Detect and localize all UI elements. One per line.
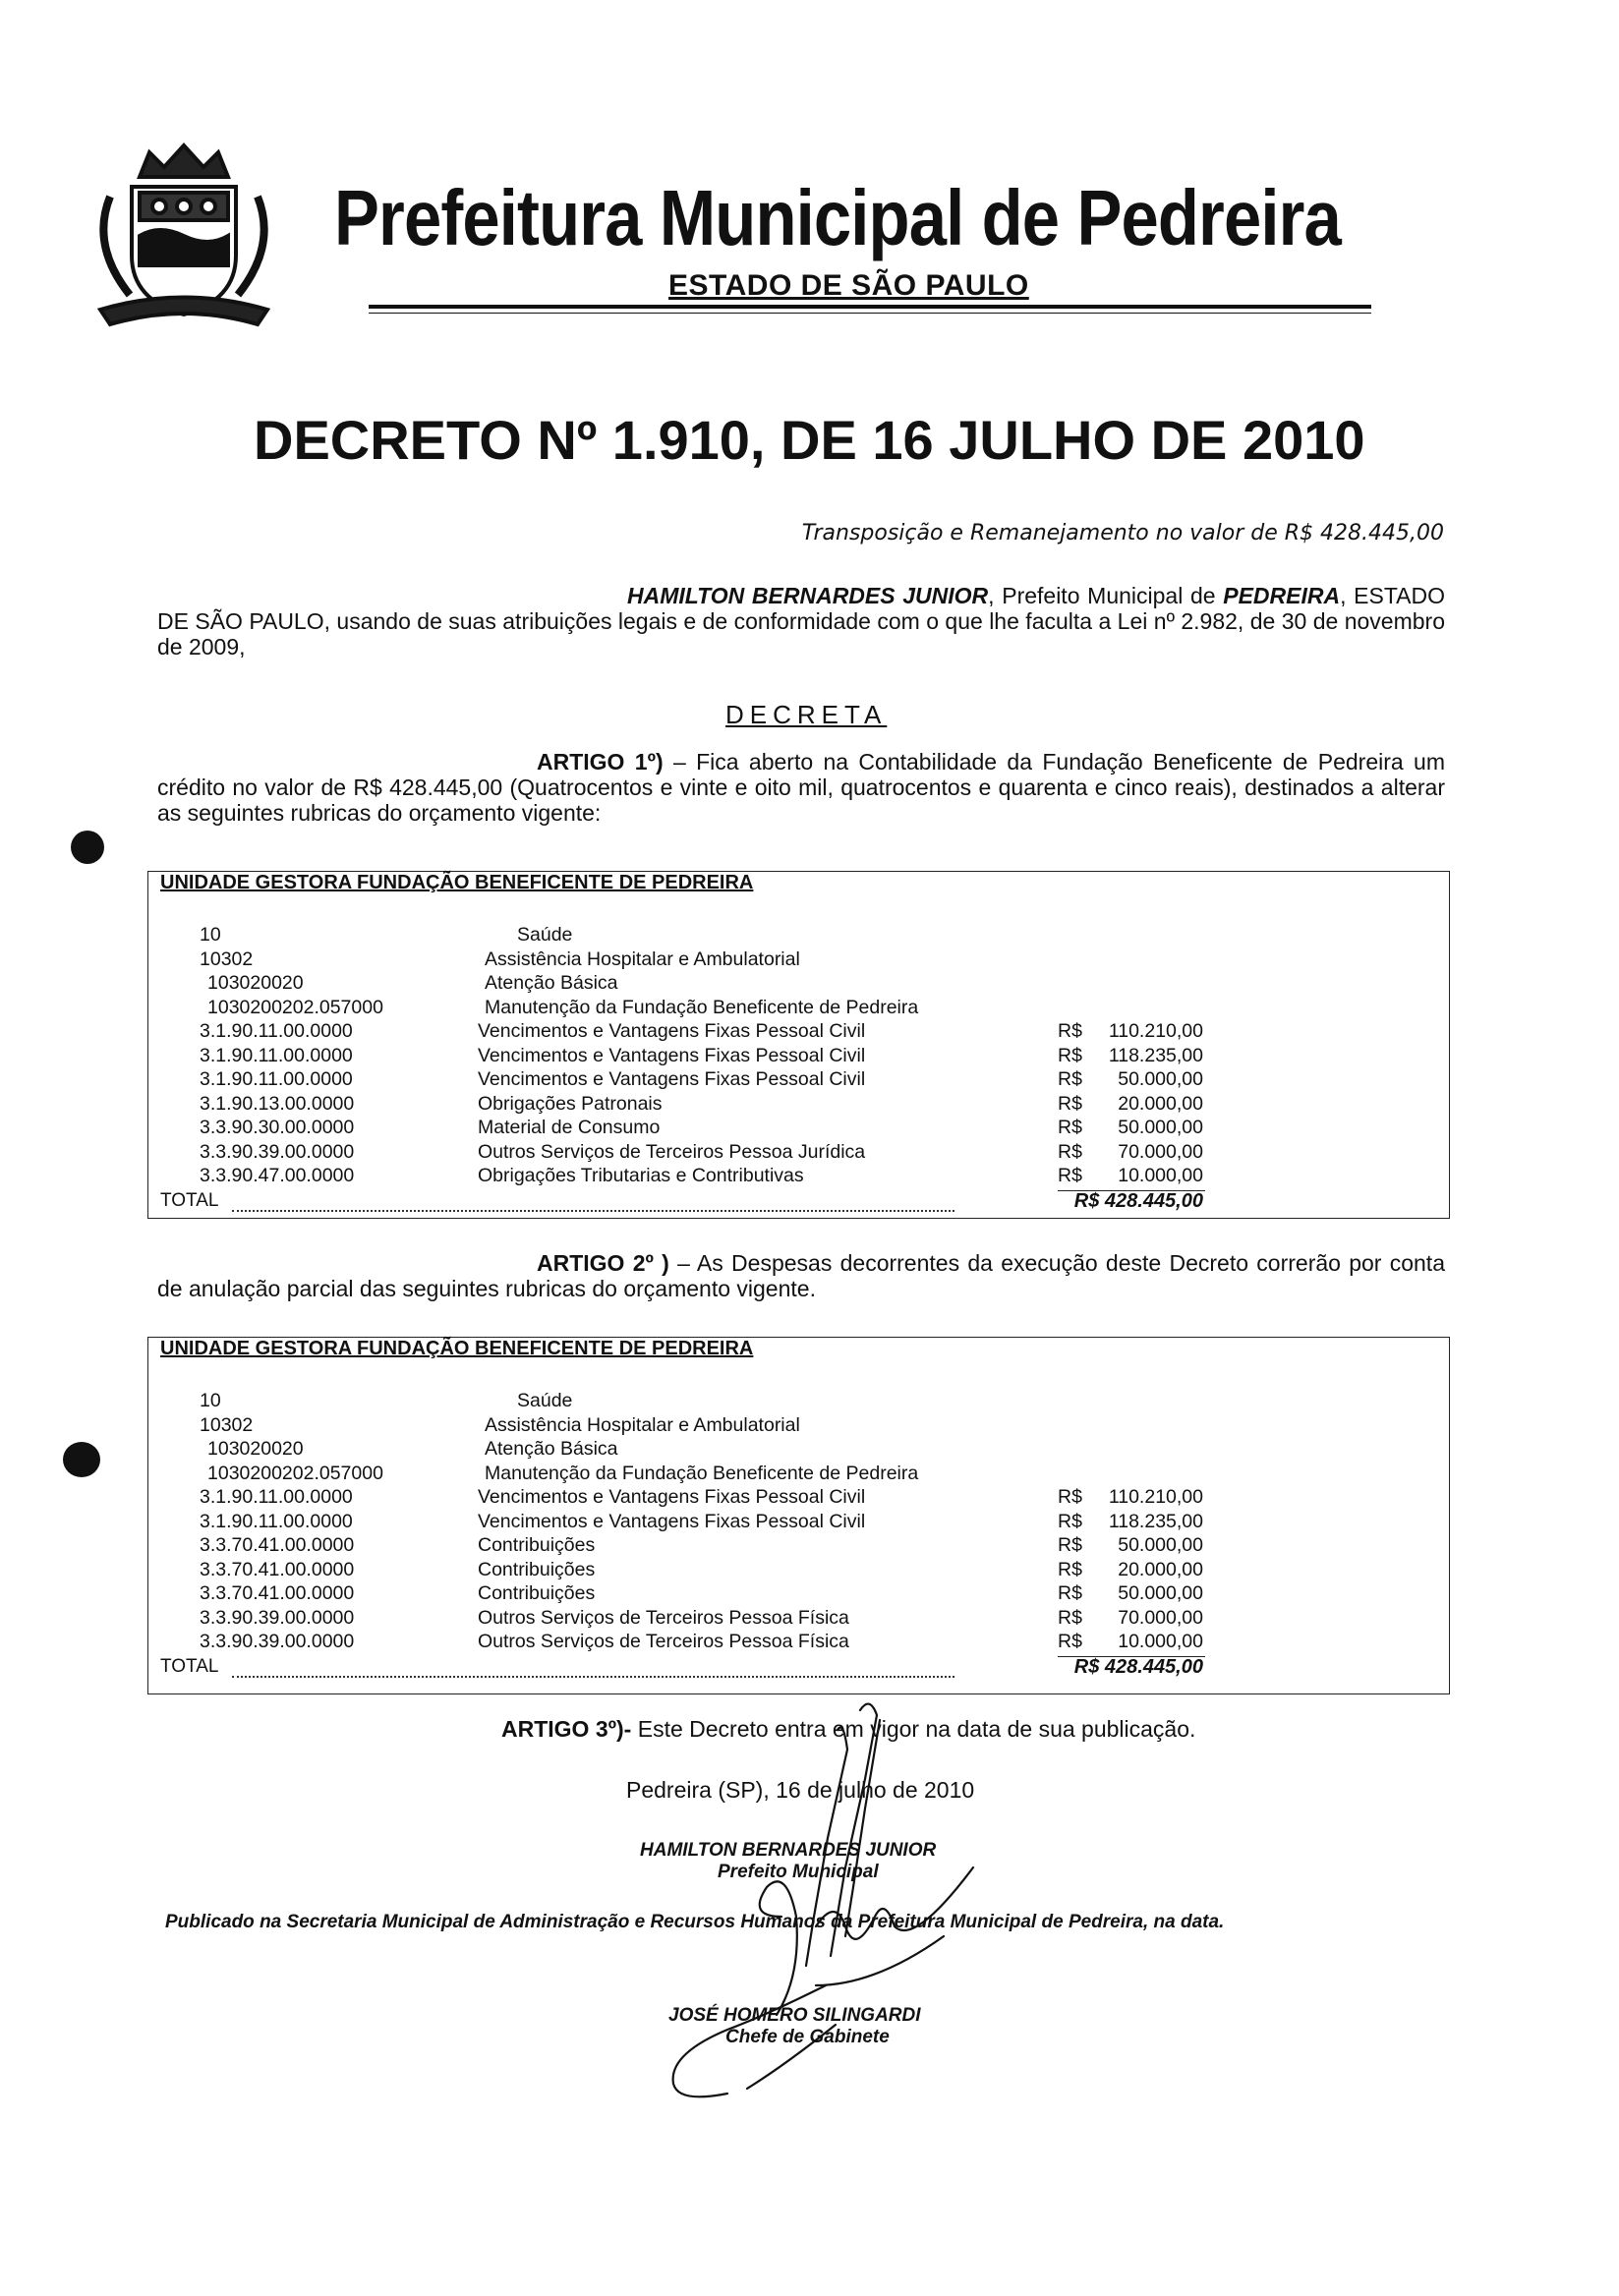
amount-value: 110.210,00 [1108,1486,1203,1508]
account-description: Manutenção da Fundação Beneficente de Pedreira [485,1462,919,1484]
account-code: 3.3.90.39.00.0000 [200,1140,355,1163]
preamble [157,583,1445,660]
account-description: Obrigações Tributarias e Contributivas [478,1165,804,1186]
decreta-heading: DECRETA [725,700,888,729]
account-description: Atenção Básica [485,972,618,994]
account-code: 3.1.90.11.00.0000 [200,1020,353,1042]
table-row [148,923,1449,947]
artigo-3-label: ARTIGO 3º)- [501,1716,632,1742]
account-description: Obrigações Patronais [478,1092,663,1115]
handwritten-signature-icon [619,1691,1032,2123]
amount-value: 10.000,00 [1118,1631,1203,1652]
mayor-name: HAMILTON BERNARDES JUNIOR [627,583,989,608]
amount-value: 70.000,00 [1118,1140,1203,1163]
currency-symbol: R$ [1058,1117,1082,1138]
currency-symbol: R$ [1058,1582,1082,1604]
total-leader-dots [232,1658,954,1678]
amount-value: 118.235,00 [1108,1044,1203,1066]
table-row [148,1389,1449,1412]
currency-symbol: R$ [1058,1068,1082,1090]
account-code: 3.1.90.11.00.0000 [200,1510,353,1532]
account-code: 103020020 [207,1438,304,1460]
decree-title: DECRETO Nº 1.910, DE 16 JULHO DE 2010 [254,409,1365,471]
header-rule [369,305,1371,309]
artigo-1-label: ARTIGO 1º) [537,749,664,775]
artigo-3-text: Este Decreto entra em vigor na data de sua publicação. [631,1716,1196,1742]
total-leader-dots [232,1192,954,1212]
currency-symbol: R$ [1058,1020,1082,1042]
currency-symbol: R$ [1058,1044,1082,1066]
account-code: 103020020 [207,972,304,994]
table-row [148,1044,1449,1067]
table-row [148,1485,1449,1509]
artigo-1-text: – Fica aberto na Contabilidade da Fundação Beneficente de Pedreira um crédito no valor de R$ 428.445,00 (Quatrocentos e vinte e oito mil, quatrocentos e quarenta e cinco reais), destinados a alterar as seguintes rubricas do orçamento vigente: [157,749,1445,826]
table-row [148,1140,1449,1164]
table-row [148,1606,1449,1630]
account-code: 3.3.90.30.00.0000 [200,1117,355,1138]
account-code: 10 [200,1390,221,1411]
amount-value: 20.000,00 [1118,1558,1203,1580]
table-row [148,1092,1449,1116]
account-description: Outros Serviços de Terceiros Pessoa Jurídica [478,1140,866,1163]
account-code: 10302 [200,1413,254,1436]
account-description: Vencimentos e Vantagens Fixas Pessoal Civil [478,1486,866,1508]
amount-value: 118.235,00 [1108,1510,1203,1532]
total-label: TOTAL [160,1655,219,1677]
publication-note: Publicado na Secretaria Municipal de Administração e Recursos Humanos da Prefeitura Municipal de Pedreira, na data. [165,1912,1225,1932]
amount-value: 50.000,00 [1118,1117,1203,1138]
account-description: Saúde [517,924,573,946]
header-title: Prefeitura Municipal de Pedreira [334,174,1341,261]
amount-value: 50.000,00 [1118,1582,1203,1604]
mayor-signature-name: HAMILTON BERNARDES JUNIOR [640,1840,937,1861]
table-row [148,1413,1449,1437]
table-row [148,1558,1449,1581]
header-rule-thin [369,313,1371,314]
table-row [148,996,1449,1019]
account-code: 3.1.90.11.00.0000 [200,1044,353,1066]
table-header: UNIDADE GESTORA FUNDAÇÃO BENEFICENTE DE PEDREIRA [160,872,754,893]
artigo-2 [157,1250,1445,1301]
account-description: Contribuições [478,1558,596,1580]
amount-value: 10.000,00 [1118,1165,1203,1186]
preamble-text-a: , Prefeito Municipal de [988,583,1224,608]
account-code: 3.1.90.11.00.0000 [200,1486,353,1508]
table-row [148,1581,1449,1605]
account-description: Contribuições [478,1582,596,1604]
currency-symbol: R$ [1058,1140,1082,1163]
table-row [148,1116,1449,1139]
amount-value: 50.000,00 [1118,1534,1203,1556]
currency-symbol: R$ [1058,1092,1082,1115]
total-value: R$ 428.445,00 [1073,1655,1203,1678]
account-code: 3.3.90.47.00.0000 [200,1165,355,1186]
account-code: 3.1.90.11.00.0000 [200,1068,353,1090]
account-code: 3.3.70.41.00.0000 [200,1558,355,1580]
mayor-signature-role: Prefeito Municipal [718,1862,879,1882]
currency-symbol: R$ [1058,1534,1082,1556]
amount-value: 20.000,00 [1118,1092,1203,1115]
currency-symbol: R$ [1058,1486,1082,1508]
artigo-2-label: ARTIGO 2º ) [537,1250,669,1276]
account-code: 3.3.70.41.00.0000 [200,1582,355,1604]
table-header: UNIDADE GESTORA FUNDAÇÃO BENEFICENTE DE PEDREIRA [160,1338,754,1359]
artigo-2-text: – As Despesas decorrentes da execução deste Decreto correrão por conta de anulação parcial das seguintes rubricas do orçamento vigente. [157,1250,1445,1301]
punch-hole [71,831,104,864]
account-code: 3.1.90.13.00.0000 [200,1092,355,1115]
budget-table-annulment [147,1337,1450,1694]
table-row [148,971,1449,995]
city-name: PEDREIRA [1223,583,1341,608]
account-code: 10302 [200,947,254,970]
account-code: 10 [200,924,221,946]
account-description: Saúde [517,1390,573,1411]
preamble-text-b: , ESTADO DE SÃO PAULO, usando de suas atribuições legais e de conformidade com o que lhe faculta a Lei nº 2.982, de 30 de novembro de 2009, [157,583,1446,660]
account-description: Vencimentos e Vantagens Fixas Pessoal Civil [478,1068,866,1090]
currency-symbol: R$ [1058,1165,1082,1186]
decree-ementa: Transposição e Remanejamento no valor de R$ 428.445,00 [801,521,1444,545]
table-row [148,1533,1449,1557]
account-description: Material de Consumo [478,1117,661,1138]
currency-symbol: R$ [1058,1510,1082,1532]
total-label: TOTAL [160,1189,219,1211]
total-value: R$ 428.445,00 [1073,1189,1203,1212]
currency-symbol: R$ [1058,1558,1082,1580]
coat-of-arms-icon [71,138,297,334]
amount-value: 110.210,00 [1108,1020,1203,1042]
account-description: Contribuições [478,1534,596,1556]
account-code: 1030200202.057000 [207,996,383,1018]
account-description: Outros Serviços de Terceiros Pessoa Física [478,1606,849,1629]
account-description: Assistência Hospitalar e Ambulatorial [485,947,800,970]
artigo-1 [157,749,1445,826]
table-row [148,1462,1449,1485]
place-date: Pedreira (SP), 16 de julho de 2010 [626,1777,975,1803]
table-row [148,1630,1449,1653]
amount-value: 70.000,00 [1118,1606,1203,1629]
chief-signature-name: JOSÉ HOMERO SILINGARDI [668,2005,921,2026]
table-row [148,1510,1449,1533]
currency-symbol: R$ [1058,1606,1082,1629]
header-subtitle: ESTADO DE SÃO PAULO [668,269,1029,302]
account-code: 3.3.70.41.00.0000 [200,1534,355,1556]
account-code: 1030200202.057000 [207,1462,383,1484]
account-code: 3.3.90.39.00.0000 [200,1631,355,1652]
table-row [148,1437,1449,1461]
chief-signature-role: Chefe de Gabinete [725,2027,890,2047]
account-description: Outros Serviços de Terceiros Pessoa Física [478,1631,849,1652]
account-code: 3.3.90.39.00.0000 [200,1606,355,1629]
account-description: Atenção Básica [485,1438,618,1460]
table-row [148,1019,1449,1043]
account-description: Assistência Hospitalar e Ambulatorial [485,1413,800,1436]
amount-value: 50.000,00 [1118,1068,1203,1090]
account-description: Vencimentos e Vantagens Fixas Pessoal Civil [478,1044,866,1066]
table-row [148,947,1449,971]
punch-hole [63,1442,100,1477]
table-row [148,1164,1449,1187]
currency-symbol: R$ [1058,1631,1082,1652]
account-description: Vencimentos e Vantagens Fixas Pessoal Civil [478,1510,866,1532]
account-description: Vencimentos e Vantagens Fixas Pessoal Civil [478,1020,866,1042]
budget-table-credit [147,871,1450,1219]
table-row [148,1067,1449,1091]
account-description: Manutenção da Fundação Beneficente de Pedreira [485,996,919,1018]
